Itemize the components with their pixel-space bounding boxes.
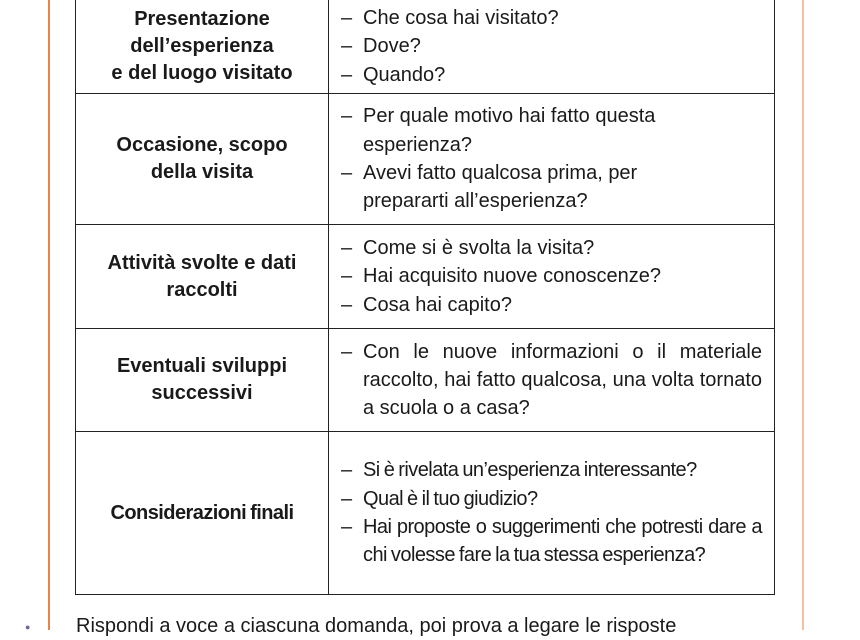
- row-questions: [329, 432, 775, 594]
- row-heading: [75, 225, 329, 328]
- heading-line: dell’esperienza: [130, 35, 274, 57]
- margin-mark-icon: ●: [25, 622, 31, 632]
- table-row: [75, 94, 775, 225]
- row-questions: [329, 94, 775, 224]
- table-row: [75, 329, 775, 432]
- row-questions: [329, 225, 775, 328]
- question-item: – Che cosa hai visitato?: [341, 4, 762, 32]
- table-row: [75, 225, 775, 329]
- guide-questions-table: [75, 0, 775, 595]
- exercise-prompt: Rispondi a voce a ciascuna domanda, poi prova a legare le risposte: [76, 615, 677, 637]
- question-item: – Si è rivelata un’esperienza interessante?: [341, 456, 762, 484]
- question-item: – Cosa hai capito?: [341, 291, 762, 319]
- heading-line: Occasione, scopo: [116, 134, 288, 156]
- question-item: – Hai proposte o suggerimenti che potresti dare a chi volesse fare la tua stessa esperienza?: [341, 513, 762, 570]
- row-questions: [329, 329, 775, 431]
- question-item: – Come si è svolta la visita?: [341, 234, 762, 262]
- row-heading: [75, 0, 329, 93]
- heading-line: e del luogo visitato: [111, 62, 293, 84]
- heading-line: Considerazioni finali: [110, 501, 294, 524]
- row-heading: [75, 329, 329, 431]
- heading-line: raccolti: [166, 278, 238, 301]
- row-heading: [75, 432, 329, 594]
- left-margin-rule: [48, 0, 50, 630]
- table-row: [75, 0, 775, 94]
- question-item: – Quando?: [341, 61, 762, 89]
- right-margin-rule: [802, 0, 804, 630]
- heading-line: Eventuali sviluppi: [116, 355, 288, 377]
- question-item: – Per quale motivo hai fatto questa esperienza?: [341, 102, 693, 159]
- heading-line: Presentazione: [134, 8, 270, 30]
- table-row: [75, 432, 775, 595]
- question-item: – Dove?: [341, 32, 762, 60]
- question-item: – Qual è il tuo giudizio?: [341, 485, 762, 513]
- question-item: – Hai acquisito nuove conoscenze?: [341, 262, 762, 290]
- heading-line: della visita: [150, 161, 254, 183]
- question-item: – Avevi fatto qualcosa prima, per prepararti all’esperienza?: [341, 159, 683, 216]
- heading-line: successivi: [151, 382, 253, 404]
- row-questions: [329, 0, 775, 93]
- heading-line: Attività svolte e dati: [107, 251, 297, 274]
- question-item: – Con le nuove informazioni o il materiale raccolto, hai fatto qualcosa, una volta tornato a scuola o a casa?: [341, 338, 762, 423]
- row-heading: [75, 94, 329, 224]
